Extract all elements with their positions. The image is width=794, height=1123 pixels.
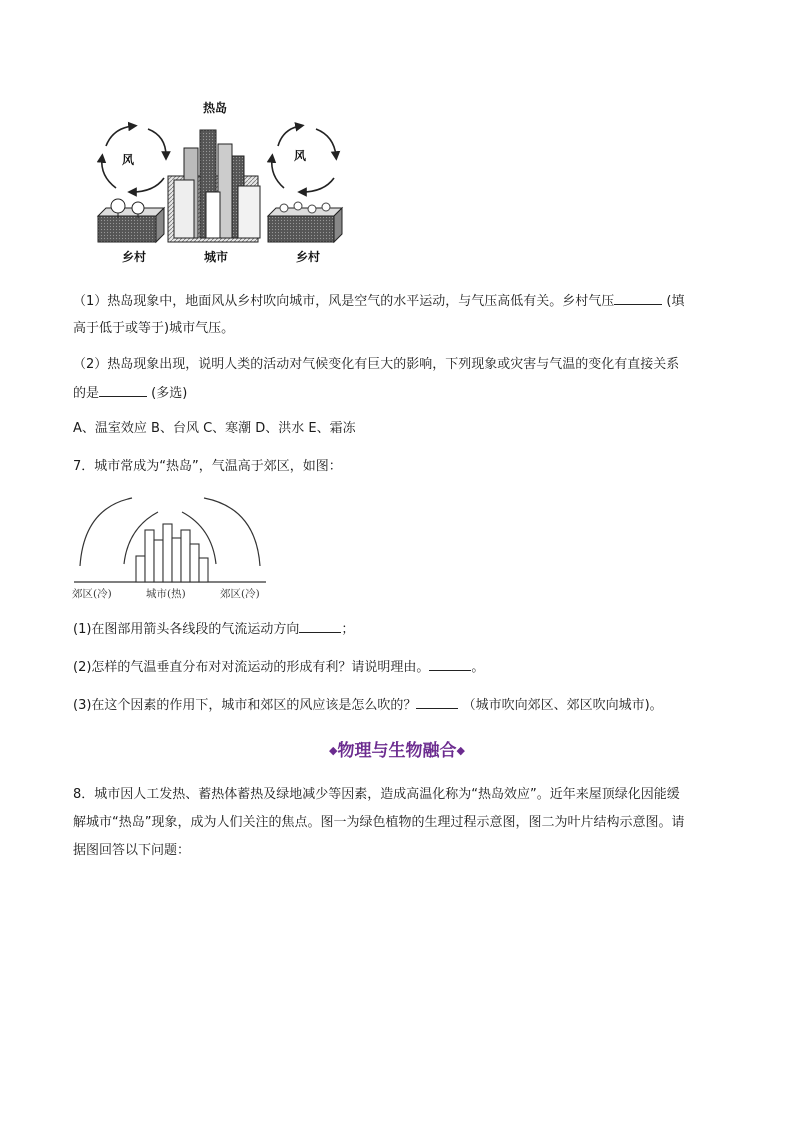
q6-part1-line1 [73,292,685,311]
q6-part2-text-b: 的是 [73,386,100,401]
q6-part1-blank[interactable] [614,292,662,305]
diamond-right-icon: ◆ [456,744,465,757]
q8-line2 [73,814,684,832]
q6-options [73,420,356,438]
fig2-left-label: 郊区(冷) [72,588,112,600]
fig2-center-label: 城市(热) [146,588,186,600]
section-title [0,736,794,761]
q8-text-2: 解城市“热岛”现象，成为人们关注的焦点。图一为绿色植物的生理过程示意图，图二为叶片结构示意图。请 [73,815,685,830]
wind-right-label: 风 [294,149,307,163]
q7-sub2-end: 。 [471,660,485,675]
label-right-rural: 乡村 [296,250,321,264]
q6-part2-line2 [73,384,187,403]
q6-part1-line2 [73,320,234,338]
convection-figure [70,494,270,602]
right-outer-arc [204,498,260,566]
q6-part1-text-c: 高于低于或等于)城市气压。 [73,321,235,336]
q7-stem-text: 7．城市常成为“热岛”，气温高于郊区，如图： [73,459,342,474]
q7-sub3-text: (3)在这个因素的作用下，城市和郊区的风应该是怎么吹的？ [73,698,417,713]
q8-text-3: 据图回答以下问题： [73,843,191,858]
right-rural-block [268,202,342,242]
q7-sub2-text: (2)怎样的气温垂直分布对对流运动的形成有利？请说明理由。 [73,660,430,675]
section-title-text: 物理与生物融合 [337,741,457,761]
left-rural-block [98,199,164,242]
q8-line3 [73,842,190,860]
q7-sub3 [73,696,663,715]
q7-sub1-end: ； [341,622,355,637]
q7-sub3-end: （城市吹向郊区、郊区吹向城市)。 [462,698,663,713]
left-outer-arc [80,498,132,566]
q7-sub2-blank[interactable] [429,658,471,671]
label-left-rural: 乡村 [122,250,147,264]
q7-stem [73,458,342,476]
q6-part2-line1 [73,356,679,374]
label-city: 城市 [204,250,229,264]
heat-island-figure [88,96,348,268]
figure1-title: 热岛 [203,101,228,115]
q6-part1-text-b: (填 [666,294,685,309]
q7-sub1 [73,620,354,639]
fig2-right-label: 郊区(冷) [220,588,260,600]
city-bars [136,524,208,582]
q6-part2-text-c: (多选) [151,386,188,401]
q7-sub2 [73,658,484,677]
q6-part2-text: （2）热岛现象出现，说明人类的活动对气候变化有巨大的影响，下列现象或灾害与气温的变化有直接关系 [73,357,680,372]
q6-part1-text: （1）热岛现象中，地面风从乡村吹向城市，风是空气的水平运动，与气压高低有关。乡村气压 [73,294,615,309]
q6-part2-blank[interactable] [99,384,147,397]
diamond-left-icon: ◆ [329,744,338,757]
city-buildings [168,130,260,242]
q6-options-text: A、温室效应 B、台风 C、寒潮 D、洪水 E、霜冻 [73,421,356,436]
q8-text-1: 8．城市因人工发热、蓄热体蓄热及绿地减少等因素，造成高温化称为“热岛效应”。近年来屋顶绿化因能缓 [73,787,680,802]
wind-left-label: 风 [122,153,135,167]
q7-sub3-blank[interactable] [416,696,458,709]
q7-sub1-blank[interactable] [299,620,341,633]
q8-line1 [73,786,680,804]
q7-sub1-text: (1)在图部用箭头各线段的气流运动方向 [73,622,300,637]
